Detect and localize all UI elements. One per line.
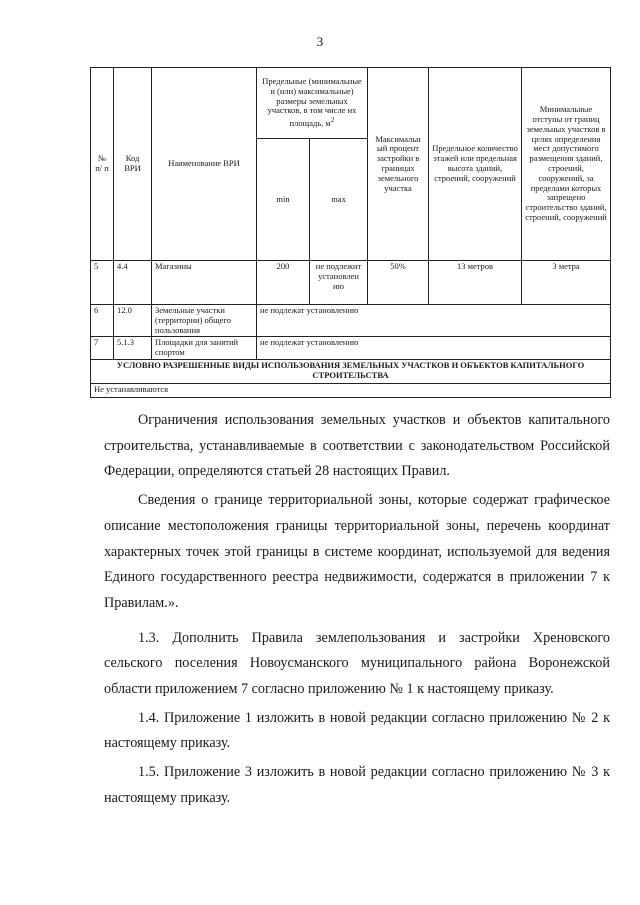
header-name: Наименование ВРИ xyxy=(152,68,257,261)
conditional-note: Не устанавливаются xyxy=(91,383,611,397)
paragraph-restrictions: Ограничения использования земельных участков и объектов капитального строительства, устанавливаемые в соответствии с законодательством Российской Федерации, определяются статьей 28 настоящих Правил. xyxy=(104,412,610,480)
header-coverage: Максимальн ый процент застройки в границах земельного участка xyxy=(368,68,429,261)
header-floors: Предельное количество этажей или предельная высота зданий, строений, сооружений xyxy=(429,68,522,261)
table-row xyxy=(91,261,611,305)
row-floors: 13 метров xyxy=(429,261,522,305)
table-row xyxy=(91,337,611,360)
header-sizes-sup: 2 xyxy=(330,116,335,125)
paragraph-item-1-3: 1.3. Дополнить Правила землепользования и застройки Хреновского сельского поселения Новоусманского муниципального района Воронежской области приложением 7 согласно приложению № 1 к настоящему приказу. xyxy=(104,629,610,698)
header-num: № п/ п xyxy=(91,68,114,261)
row-code: 12.0 xyxy=(114,305,152,337)
row-code: 5.1.3 xyxy=(114,337,152,360)
header-sizes xyxy=(257,68,368,139)
paragraph-item-1-5: 1.5. Приложение 3 изложить в новой редакции согласно приложению № 3 к настоящему приказу. xyxy=(104,764,610,806)
row-min: 200 xyxy=(257,261,310,305)
vri-table xyxy=(90,67,611,398)
row-num: 5 xyxy=(91,261,114,305)
row-num: 7 xyxy=(91,337,114,360)
row-name: Площадки для занятий спортом xyxy=(152,337,257,360)
row-num: 6 xyxy=(91,305,114,337)
row-note: не подлежат установлению xyxy=(257,305,611,337)
row-name: Земельные участки (территории) общего пользования xyxy=(152,305,257,337)
paragraph-zone-boundary: Сведения о границе территориальной зоны, которые содержат графическое описание местоположения границы территориальной зоны, перечень координат характерных точек этой границы в системе координат, используемой для ведения Единого государственного реестра недвижимости, содержатся в приложении 7 к Правилам.». xyxy=(104,492,610,611)
header-sizes-text: Предельные (минимальные и (или) максимальные) размеры земельных участков, в том числе их площадь, м xyxy=(262,76,362,129)
paragraph-item-1-4: 1.4. Приложение 1 изложить в новой редакции согласно приложению № 2 к настоящему приказу. xyxy=(104,709,610,752)
header-min: min xyxy=(257,139,310,261)
header-setbacks: Минимальные отступы от границ земельных участков в целях определения мест допустимого размещения зданий, строений, сооружений, за пределами которых запрещено строительство зданий, строений, сооружений xyxy=(522,68,611,261)
row-name: Магазины xyxy=(152,261,257,305)
conditional-title: УСЛОВНО РАЗРЕШЕННЫЕ ВИДЫ ИСПОЛЬЗОВАНИЯ ЗЕМЕЛЬНЫХ УЧАСТКОВ И ОБЪЕКТОВ КАПИТАЛЬНОГО СТРОИТЕЛЬСТВА xyxy=(91,359,611,383)
header-code: Код ВРИ xyxy=(114,68,152,261)
row-code: 4.4 xyxy=(114,261,152,305)
page-number: 3 xyxy=(316,34,324,49)
table-row xyxy=(91,305,611,337)
row-note: не подлежат установлению xyxy=(257,337,611,360)
row-coverage: 50% xyxy=(368,261,429,305)
row-max: не подлежит установлен ию xyxy=(310,261,368,305)
body-text xyxy=(104,408,610,812)
header-max: max xyxy=(310,139,368,261)
row-setbacks: 3 метра xyxy=(522,261,611,305)
